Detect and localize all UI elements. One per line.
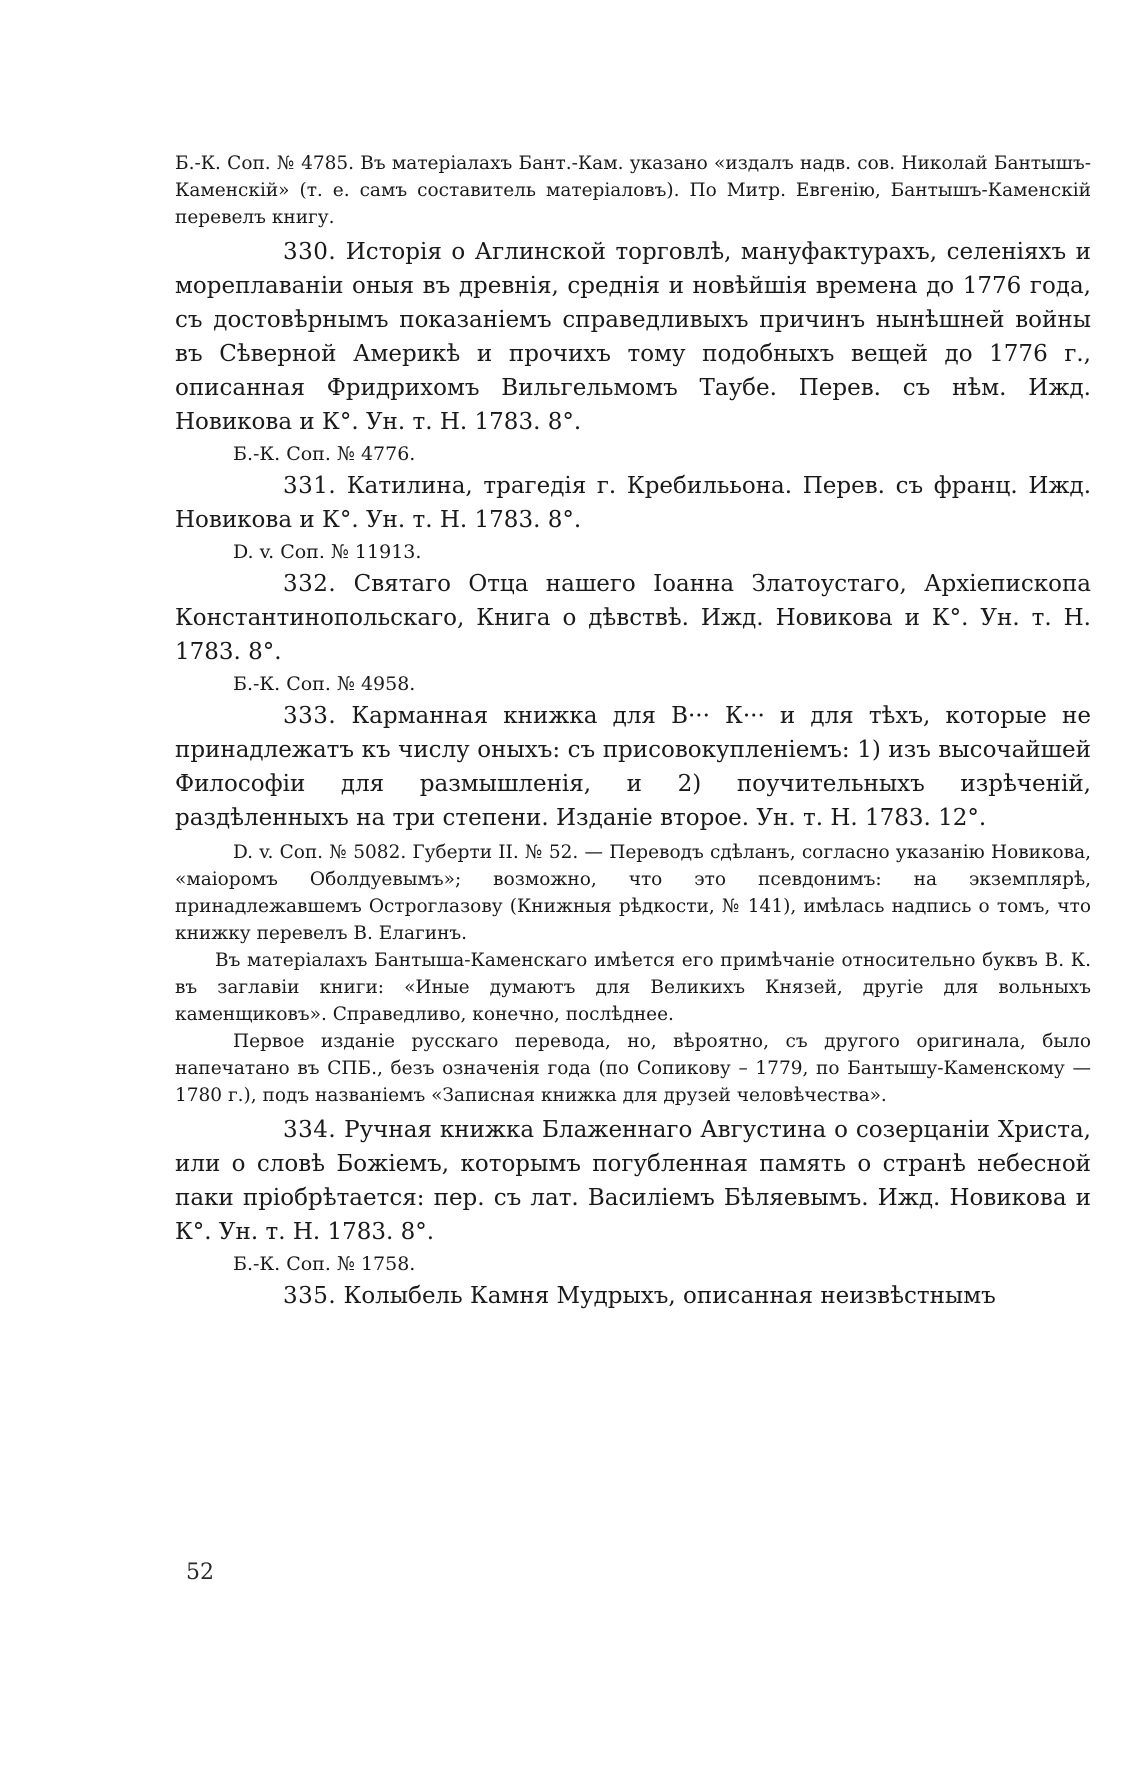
- entry-number: 330.: [283, 239, 337, 265]
- entry-text: Исторія о Аглинской торговлѣ, мануфактурахъ, селеніяхъ и мореплаваніи оныя въ древнія, среднія и новѣйшія времена до 1776 года, съ достовѣрнымъ показаніемъ справедливыхъ причинъ нынѣшней войны въ Сѣверной Америкѣ и прочихъ тому подобныхъ вещей до 1776 г., описанная Фридрихомъ Вильгельмомъ Таубе. Перев. съ нѣм. Ижд. Новикова и К°. Ун. т. Н. 1783. 8°.: [175, 239, 1091, 435]
- page-number: 52: [186, 1560, 214, 1585]
- entry-333-note-a: D. v. Соп. № 5082. Губерти II. № 52. — Переводъ сдѣланъ, согласно указанію Новикова, «маіоромъ Оболдуевымъ»; возможно, что это псевдонимъ: на экземплярѣ, принадлежавшемъ Остроглазову (Книжныя рѣдкости, № 141), имѣлась надпись о томъ, что книжку перевелъ В. Елагинъ.: [175, 842, 1091, 944]
- entry-number: 331.: [283, 473, 337, 499]
- entry-text: Ручная книжка Блаженнаго Августина о созерцаніи Христа, или о словѣ Божіемъ, которымъ погубленная память о странѣ небесной паки пріобрѣтается: пер. съ лат. Василіемъ Бѣляевымъ. Ижд. Новикова и К°. Ун. т. Н. 1783. 8°.: [175, 1117, 1091, 1245]
- entry-330-ref: Б.-К. Соп. № 4776.: [233, 443, 416, 465]
- entry-331-ref: D. v. Соп. № 11913.: [233, 541, 422, 563]
- entry-334: [175, 1113, 1091, 1249]
- entry-333-note-b: Въ матеріалахъ Бантыша-Каменскаго имѣется его примѣчаніе относительно буквъ В. К. въ заглавіи книги: «Иные думаютъ для Великихъ Князей, другіе для вольныхъ каменщиковъ». Справедливо, конечно, послѣднее.: [175, 950, 1091, 1025]
- entry-331: [175, 469, 1091, 537]
- entry-332-ref: Б.-К. Соп. № 4958.: [233, 673, 416, 695]
- entry-333-note-c: Первое изданіе русскаго перевода, но, вѣроятно, съ другого оригинала, было напечатано въ СПБ., безъ означенія года (по Сопикову – 1779, по Бантышу-Каменскому — 1780 г.), подъ названіемъ «Записная книжка для друзей человѣчества».: [175, 1031, 1091, 1106]
- entry-number: 334.: [283, 1117, 337, 1143]
- entry-number: 335.: [283, 1283, 337, 1309]
- entry-text: Катилина, трагедія г. Кребилььона. Перев. съ франц. Ижд. Новикова и К°. Ун. т. Н. 1783. 8°.: [175, 473, 1092, 533]
- entry-335: [175, 1279, 1091, 1313]
- top-note: Б.-К. Соп. № 4785. Въ матеріалахъ Бант.-Кам. указано «издалъ надв. сов. Николай Бантышъ-Каменскій» (т. е. самъ составитель матеріаловъ). По Митр. Евгенію, Бантышъ-Каменскій перевелъ книгу.: [175, 153, 1091, 228]
- entry-330: [175, 235, 1091, 439]
- entry-333: [175, 699, 1091, 835]
- entry-number: 332.: [283, 571, 337, 597]
- entry-text: Карманная книжка для В··· К··· и для тѣхъ, которые не принадлежатъ къ числу оныхъ: съ присовокупленіемъ: 1) изъ высочайшей Философіи для размышленія, и 2) поучительныхъ изрѣченій, раздѣленныхъ на три степени. Изданіе второе. Ун. т. Н. 1783. 12°.: [175, 703, 1092, 831]
- document-page: [175, 150, 1091, 1313]
- entry-332: [175, 567, 1091, 669]
- entry-number: 333.: [283, 703, 337, 729]
- entry-text: Святаго Отца нашего Іоанна Златоустаго, Архіепископа Константинопольскаго, Книга о дѣвствѣ. Ижд. Новикова и К°. Ун. т. Н. 1783. 8°.: [175, 571, 1092, 665]
- entry-text: Колыбель Камня Мудрыхъ, описанная неизвѣстнымъ: [343, 1283, 996, 1309]
- entry-334-ref: Б.-К. Соп. № 1758.: [233, 1253, 416, 1275]
